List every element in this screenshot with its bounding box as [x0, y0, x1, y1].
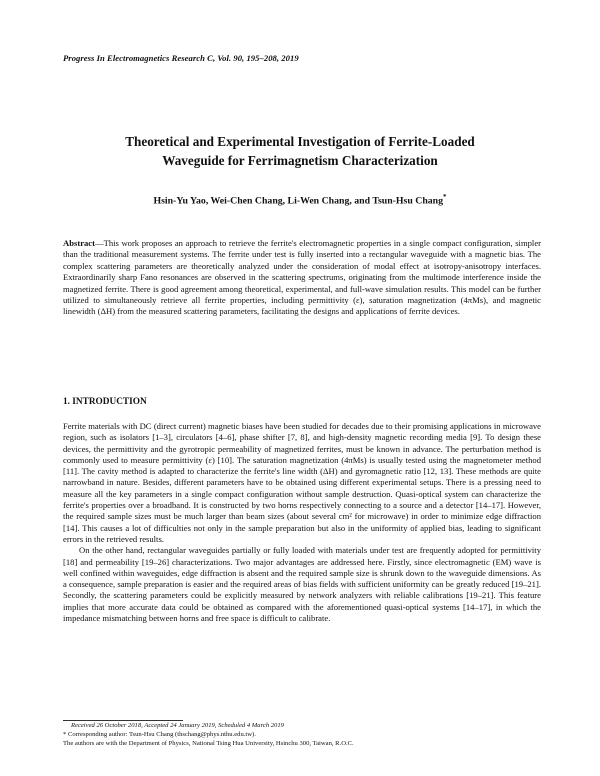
section-heading-introduction: 1. INTRODUCTION [63, 397, 147, 407]
author-list [60, 193, 540, 206]
introduction-body [63, 421, 541, 624]
abstract-text: —This work proposes an approach to retrieve the ferrite's electromagnetic properties in a single compact configuration, simpler than the traditional measurement systems. The ferrite under test is fully inserted into a rectangular waveguide with a magnetic bias. The complex scattering parameters are theoretically analyzed under the consideration of modal effect at isotropy-anisotropy interfaces. Extraordinarily sharp Fano resonances are observed in the scattering spectrums, originating from the multimode interference inside the magnetized ferrite. There is good agreement among theoretical, experimental, and full-wave simulation results. This model can be further utilized to simultaneously retrieve all ferrite properties, including permittivity (ε), saturation magnetization (4πMs), and magnetic linewidth (ΔH) from the measured scattering parameters, facilitating the designs and applications of ferrite devices. [63, 238, 541, 317]
paragraph: On the other hand, rectangular waveguides partially or fully loaded with materials under test are frequently adopted for permittivity [18] and permeability [19–26] characterizations. Two major advantages are addressed here. Firstly, since electromagnetic (EM) wave is well confined within waveguides, edge diffraction is absent and the required sample size is shrunk down to the waveguide dimensions. As a consequence, sample preparation is easier and the required areas of bias fields with sufficient uniformity can be greatly reduced [19–21]. Secondly, the scattering parameters could be explicitly measured by network analyzers with reliable calibrations [19–21]. This feature implies that more accurate data could be obtained as compared with the aforementioned quasi-optical systems [14–17], in which the impedance mismatching between horns and free space is difficult to calibrate. [63, 545, 541, 624]
paper-title [60, 132, 540, 170]
footnotes [63, 722, 541, 748]
footnote-divider [63, 720, 183, 721]
title-line-2: Waveguide for Ferrimagnetism Characterization [162, 153, 438, 168]
affiliation-note: The authors are with the Department of Physics, National Tsing Hua University, Hsinchu 300, Taiwan, R.O.C. [63, 739, 354, 747]
abstract-label: Abstract [63, 238, 95, 248]
authors-names: Hsin-Yu Yao, Wei-Chen Chang, Li-Wen Chang, and Tsun-Hsu Chang [153, 195, 444, 207]
title-line-1: Theoretical and Experimental Investigation of Ferrite-Loaded [125, 134, 475, 149]
abstract [63, 238, 541, 318]
paragraph: Ferrite materials with DC (direct current) magnetic biases have been studied for decades due to their promising applications in microwave region, such as isolators [1–3], circulators [4–6], phase shifter [7, 8], and high-density magnetic recording media [9]. To design these devices, the permittivity and the gyrotropic permeability of magnetized ferrites, must be known in advance. The perturbation method is commonly used to measure permittivity (ε) [10]. The saturation magnetization (4πMs) is usually tested using the magnetometer method [11]. The cavity method is adapted to characterize the ferrite's line width (ΔH) and gyromagnetic ratio [12, 13]. These methods are quite narrowband in nature. Besides, different parameters have to be obtained using different experimental setups. There is a pressing need to measure all the key parameters in a single compact configuration without sample destruction. Quasi-optical system can characterize the ferrite's properties over a broadband. It is constructed by two horns respectively connecting to a source and a detector [14–17]. However, the required sample sizes must be much larger than beam sizes (about several cm² for microwave) in order to minimize edge diffraction [14]. This causes a lot of difficulties not only in the sample preparation but also in the uniformity of applied bias, leading to significant errors in the retrieved results. [63, 421, 541, 544]
corresponding-author-note: * Corresponding author: Tsun-Hsu Chang (thschang@phys.nthu.edu.tw). [63, 730, 256, 738]
journal-header: Progress In Electromagnetics Research C, Vol. 90, 195–208, 2019 [63, 53, 299, 63]
received-dates: Received 26 October 2018, Accepted 24 January 2019, Scheduled 4 March 2019 [71, 722, 284, 729]
corresponding-mark: * [443, 193, 447, 201]
